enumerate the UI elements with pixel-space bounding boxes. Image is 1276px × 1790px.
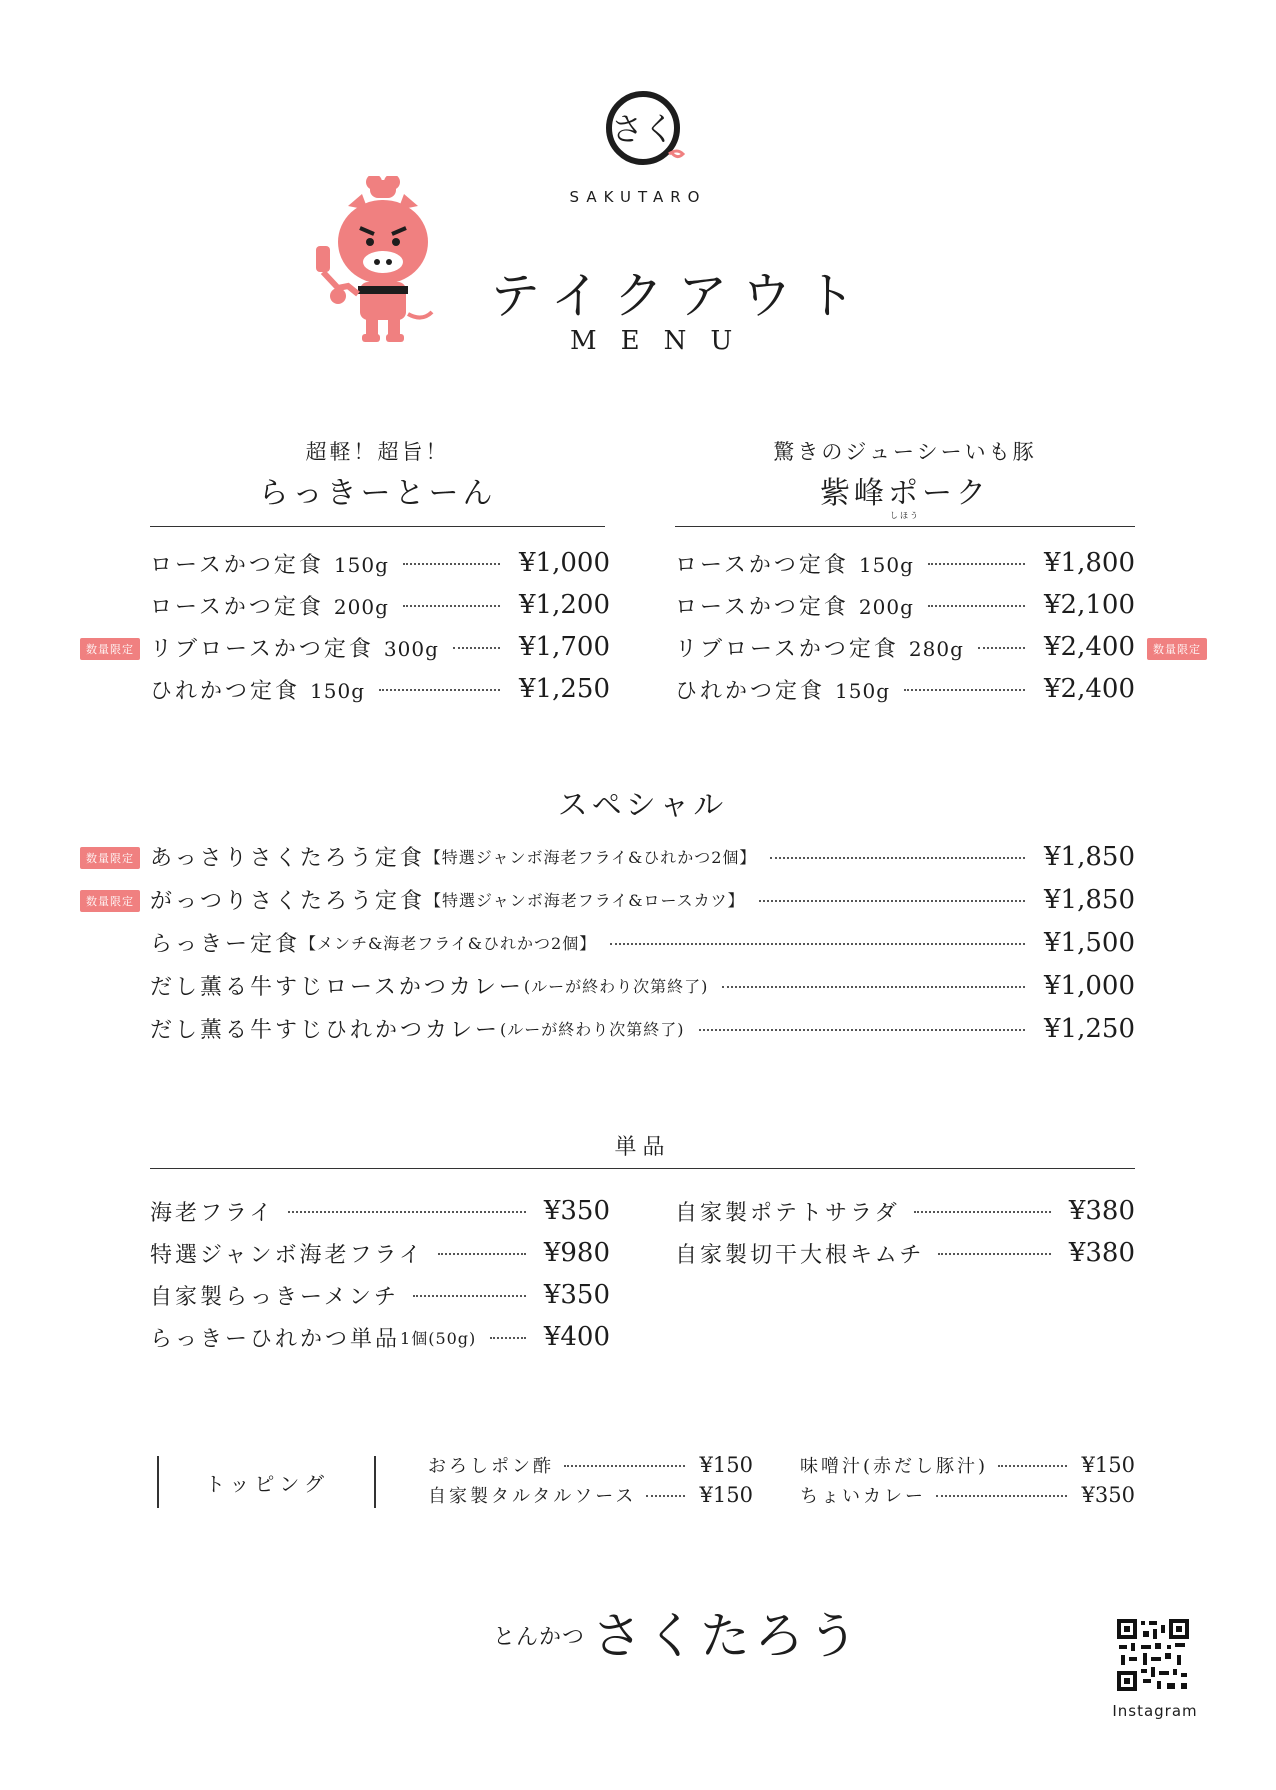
menu-item-weight: 150g xyxy=(858,552,914,577)
leader-dots xyxy=(928,563,1025,565)
menu-item xyxy=(150,921,1135,964)
tanpin-heading: 単品 xyxy=(614,1135,671,1160)
limited-quantity-badge: 数量限定 xyxy=(1147,638,1207,660)
menu-item-name: 自家製切干大根キムチ xyxy=(675,1242,925,1268)
menu-item-name: ロースかつ定食 200g xyxy=(150,594,389,620)
menu-item xyxy=(675,584,1135,626)
menu-item xyxy=(675,1190,1135,1232)
leader-dots xyxy=(914,1211,1051,1213)
menu-item-name: 自家製ポテトサラダ xyxy=(675,1200,900,1226)
footer-tonkatsu-label: とんかつ xyxy=(493,1625,586,1650)
menu-item-name: 自家製らっきーメンチ xyxy=(150,1284,399,1310)
left-menu-list xyxy=(86,542,610,710)
right-column-header xyxy=(675,436,1135,521)
menu-item-weight: 150g xyxy=(333,552,389,577)
menu-item-name: ロースかつ定食 150g xyxy=(150,552,389,578)
menu-item-weight: 150g xyxy=(310,678,365,703)
right-column-divider xyxy=(675,526,1135,527)
menu-item-price: ¥1,800 xyxy=(1044,548,1135,578)
menu-item xyxy=(86,835,1135,878)
pig-chef-mascot-icon xyxy=(308,176,448,354)
limited-quantity-badge: 数量限定 xyxy=(80,890,140,912)
menu-item-price: ¥2,400 xyxy=(1044,674,1135,704)
menu-item-name: ひれかつ定食 150g xyxy=(150,678,365,704)
special-heading: スペシャル xyxy=(557,788,728,823)
menu-item-name: 海老フライ xyxy=(150,1200,275,1226)
sakutaro-logo-icon xyxy=(603,88,693,178)
limited-quantity-badge: 数量限定 xyxy=(80,638,140,660)
footer-shop-name: さくたろう xyxy=(592,1607,862,1665)
right-column-title-ruby: しほう xyxy=(890,511,920,520)
menu-item-note: 1個(50g) xyxy=(400,1328,477,1348)
menu-item-note: 【メンチ&海老フライ&ひれかつ2個】 xyxy=(300,934,597,953)
leader-dots xyxy=(646,1495,685,1497)
menu-item xyxy=(150,1190,610,1232)
leader-dots xyxy=(928,605,1025,607)
qr-code-icon[interactable] xyxy=(1115,1617,1191,1693)
right-column-subtitle: 驚きのジューシーいも豚 xyxy=(773,440,1037,464)
leader-dots xyxy=(438,1253,526,1255)
menu-item-note: 【特選ジャンボ海老フライ&ひれかつ2個】 xyxy=(424,848,757,867)
left-column-title: らっきーとーん xyxy=(258,476,497,511)
menu-item-price: ¥980 xyxy=(543,1238,610,1268)
menu-item xyxy=(150,1232,610,1274)
leader-dots xyxy=(938,1253,1051,1255)
leader-dots xyxy=(564,1465,685,1467)
menu-item xyxy=(675,626,1201,668)
limited-quantity-badge: 数量限定 xyxy=(80,847,140,869)
menu-item-price: ¥1,850 xyxy=(1044,884,1135,915)
leader-dots xyxy=(379,689,500,691)
menu-item xyxy=(150,1274,610,1316)
menu-item xyxy=(150,1316,610,1358)
page-subtitle: MENU xyxy=(570,326,757,356)
leader-dots xyxy=(490,1337,526,1339)
tanpin-divider xyxy=(150,1168,1135,1169)
menu-item-name: がっつりさくたろう定食 xyxy=(150,889,426,914)
topping-item xyxy=(800,1480,1135,1510)
leader-dots xyxy=(998,1465,1067,1467)
menu-item-price: ¥1,250 xyxy=(1044,1013,1135,1044)
topping-right-list xyxy=(800,1450,1135,1510)
left-column-header xyxy=(150,436,605,512)
menu-item-name: だし薫る牛すじひれかつカレー xyxy=(150,1018,501,1043)
topping-item-name: ちょいカレー xyxy=(800,1486,926,1507)
topping-item xyxy=(428,1480,753,1510)
leader-dots xyxy=(413,1295,526,1297)
menu-item-name: リブロースかつ定食 300g xyxy=(150,636,439,662)
menu-item-price: ¥1,850 xyxy=(1044,841,1135,872)
topping-item-name: おろしポン酢 xyxy=(428,1456,554,1477)
leader-dots xyxy=(403,563,500,565)
menu-item-price: ¥380 xyxy=(1068,1196,1135,1226)
leader-dots xyxy=(722,986,1025,988)
menu-item-price: ¥1,500 xyxy=(1044,927,1135,958)
menu-item-name: らっきーひれかつ単品 xyxy=(150,1326,401,1352)
qr-label: Instagram xyxy=(1112,1702,1198,1720)
menu-item xyxy=(150,584,610,626)
menu-item-price: ¥350 xyxy=(543,1196,610,1226)
page-title: テイクアウト xyxy=(490,267,870,325)
topping-item-name: 自家製タルタルソース xyxy=(428,1486,637,1507)
menu-item-name: あっさりさくたろう定食 xyxy=(150,846,425,871)
menu-item-weight: 200g xyxy=(858,594,914,619)
tanpin-left-list xyxy=(150,1190,610,1358)
right-menu-list xyxy=(675,542,1201,710)
topping-left-bar xyxy=(157,1456,159,1508)
topping-item-price: ¥350 xyxy=(1081,1483,1135,1507)
menu-item-price: ¥400 xyxy=(543,1322,610,1352)
menu-item xyxy=(150,668,610,710)
menu-item-weight: 200g xyxy=(333,594,389,619)
menu-item xyxy=(675,542,1135,584)
menu-item-weight: 150g xyxy=(835,678,890,703)
topping-right-bar xyxy=(374,1456,376,1508)
topping-item xyxy=(428,1450,753,1480)
menu-item xyxy=(86,878,1135,921)
menu-item-name: ひれかつ定食 150g xyxy=(675,678,890,704)
brand-name-en: SAKUTARO xyxy=(569,188,707,206)
leader-dots xyxy=(759,900,1025,902)
tanpin-right-list xyxy=(675,1190,1135,1274)
menu-item-price: ¥350 xyxy=(543,1280,610,1310)
topping-item-price: ¥150 xyxy=(1081,1453,1135,1477)
leader-dots xyxy=(978,647,1025,649)
menu-item xyxy=(675,668,1135,710)
special-menu-list xyxy=(86,835,1135,1050)
menu-item-name: だし薫る牛すじロースかつカレー xyxy=(150,975,524,1000)
menu-item xyxy=(86,626,610,668)
leader-dots xyxy=(936,1495,1067,1497)
menu-item xyxy=(150,964,1135,1007)
leader-dots xyxy=(904,689,1025,691)
menu-item-price: ¥380 xyxy=(1068,1238,1135,1268)
menu-item-price: ¥1,000 xyxy=(519,548,610,578)
menu-item-name: らっきー定食 xyxy=(150,932,301,957)
menu-item-name: ロースかつ定食 200g xyxy=(675,594,914,620)
menu-item-price: ¥1,250 xyxy=(519,674,610,704)
menu-item-note: (ルーが終わり次第終了) xyxy=(523,977,709,996)
leader-dots xyxy=(610,943,1025,945)
topping-item-price: ¥150 xyxy=(699,1453,753,1477)
menu-item-name: リブロースかつ定食 280g xyxy=(675,636,964,662)
menu-item-note: (ルーが終わり次第終了) xyxy=(500,1020,685,1039)
leader-dots xyxy=(288,1211,526,1213)
leader-dots xyxy=(453,647,500,649)
right-column-title: 紫峰ポーク xyxy=(820,476,990,511)
menu-item xyxy=(150,542,610,584)
topping-left-list xyxy=(428,1450,753,1510)
menu-item-price: ¥1,700 xyxy=(519,632,610,662)
topping-item-name: 味噌汁(赤だし豚汁) xyxy=(800,1456,989,1477)
topping-label: トッピング xyxy=(205,1472,329,1496)
menu-item-weight: 280g xyxy=(908,636,964,661)
left-column-subtitle: 超軽！超旨！ xyxy=(305,440,450,464)
menu-item-price: ¥1,000 xyxy=(1044,970,1135,1001)
menu-item xyxy=(150,1007,1135,1050)
menu-item-name: 特選ジャンボ海老フライ xyxy=(150,1242,424,1268)
menu-item-price: ¥2,100 xyxy=(1044,590,1135,620)
topping-item xyxy=(800,1450,1135,1480)
menu-item-name: ロースかつ定食 150g xyxy=(675,552,914,578)
topping-item-price: ¥150 xyxy=(699,1483,753,1507)
left-column-divider xyxy=(150,526,605,527)
leader-dots xyxy=(770,857,1025,859)
menu-item-price: ¥1,200 xyxy=(519,590,610,620)
menu-item-price: ¥2,400 xyxy=(1044,632,1135,662)
menu-item-note: 【特選ジャンボ海老フライ&ロースカツ】 xyxy=(425,891,745,910)
leader-dots xyxy=(699,1029,1025,1031)
menu-item-weight: 300g xyxy=(383,636,439,661)
logo-text: さく xyxy=(610,110,676,148)
leader-dots xyxy=(403,605,500,607)
menu-item xyxy=(675,1232,1135,1274)
